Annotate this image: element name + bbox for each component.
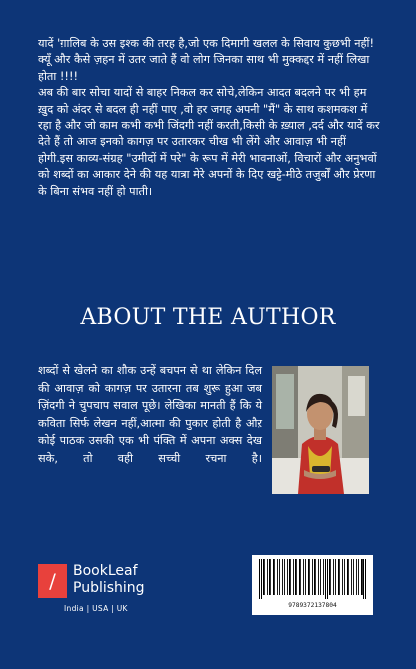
barcode-bar <box>293 559 294 595</box>
barcode-bar <box>327 559 328 599</box>
barcode-bars <box>257 559 368 599</box>
publisher-block <box>38 562 238 622</box>
author-bio: शब्दों से खेलने का शौक उन्हें बचपन से था लेकिन दिल की आवाज़ को कागज़ पर उतारना तब शुरू हुआ जब ज़िंदगी ने चुपचाप सवाल पूछे। लेखिका मानती हैं कि ये कविता सिर्फ लेखन नहीं,आत्मा की पुकार होती है औऱ कोई पाठक उसकी एक भी पंक्ति में अपना अक्स देख सके, तो वही सच्ची रचना है। <box>38 364 262 465</box>
barcode-bar <box>365 559 366 599</box>
barcode-bar <box>303 559 304 595</box>
barcode-bar <box>279 559 280 595</box>
barcode-bar <box>277 559 278 595</box>
bookleaf-logo-icon: / <box>38 564 67 598</box>
barcode-bar <box>318 559 319 595</box>
barcode-bar <box>347 559 349 595</box>
barcode-bar <box>261 559 262 599</box>
barcode-bar <box>338 559 340 595</box>
barcode-bar <box>323 559 324 595</box>
barcode-bar <box>361 559 363 595</box>
publisher-name-line2: Publishing <box>73 580 145 596</box>
barcode-bar <box>259 559 260 599</box>
barcode-bar <box>358 559 359 595</box>
barcode-bar <box>295 559 297 595</box>
publisher-name-line1: BookLeaf <box>73 563 138 579</box>
blurb-paragraph-3: अब की बार सोचा यादों से बाहर निकल कर सोचे,लेकिन आदत बदलने पर भी हम ख़ुद को अंदर से बदल ही नहीं पाए ,वो हर जगह अपनी "मैं" के साथ कशमकश में रहा है और जो काम कभी कभी जिंदगी नहीं करती,किसी के ख़्याल ,दर्द और यादें कर देते हैं तो आज इनको कागज़ पर उतारकर चीख भी लेंगे और आवाज़ भी नहीं होगी.इस काव्य-संग्रह "उमीदों में परे" के रूप में मेरी भावनाओं, विचारों और अनुभवों को शब्दों का आकार देने की यह यात्रा मेरे अपनों के दिए खट्टे-मीठे तजुर्बों और प्रेरणा के बिना संभव नहीं हो पाती। <box>38 86 380 198</box>
blurb-paragraph-2: क्यूँ और कैसे ज़हन में उतर जाते हैं वो लोग जिनका साथ भी मुक्कद्दर में नहीं लिखा होता !!!! <box>38 53 370 83</box>
publisher-locations: India | USA | UK <box>64 604 128 613</box>
barcode-bar <box>320 559 321 595</box>
barcode-bar <box>287 559 288 595</box>
barcode-bar <box>353 559 354 595</box>
publisher-name <box>73 563 145 597</box>
barcode-bar <box>333 559 334 595</box>
barcode-bar <box>363 559 364 599</box>
isbn-barcode <box>252 555 373 615</box>
barcode-bar <box>282 559 283 595</box>
barcode-bar <box>284 559 285 595</box>
barcode-bar <box>273 559 275 595</box>
barcode-bar <box>267 559 268 595</box>
barcode-bar <box>351 559 352 595</box>
blurb-paragraph-1: यादें 'ग़ालिब के उस इश्क की तरह है,जो एक दिमागी खलल के सिवाय कुछभी नहीं! <box>38 37 375 50</box>
barcode-bar <box>289 559 291 595</box>
barcode-bar <box>314 559 316 595</box>
barcode-bar <box>263 559 265 595</box>
isbn-number: 9789372137804 <box>288 602 337 609</box>
barcode-bar <box>308 559 310 595</box>
barcode-bar <box>312 559 313 595</box>
back-cover-blurb <box>38 36 384 200</box>
author-photo <box>272 366 369 494</box>
barcode-bar <box>335 559 336 595</box>
barcode-bar <box>305 559 306 595</box>
barcode-bar <box>342 559 343 595</box>
barcode-bar <box>329 559 331 595</box>
barcode-bar <box>299 559 301 595</box>
barcode-bar <box>325 559 326 599</box>
barcode-bar <box>356 559 357 595</box>
barcode-bar <box>344 559 345 595</box>
about-author-heading: ABOUT THE AUTHOR <box>80 305 336 330</box>
barcode-bar <box>269 559 271 595</box>
